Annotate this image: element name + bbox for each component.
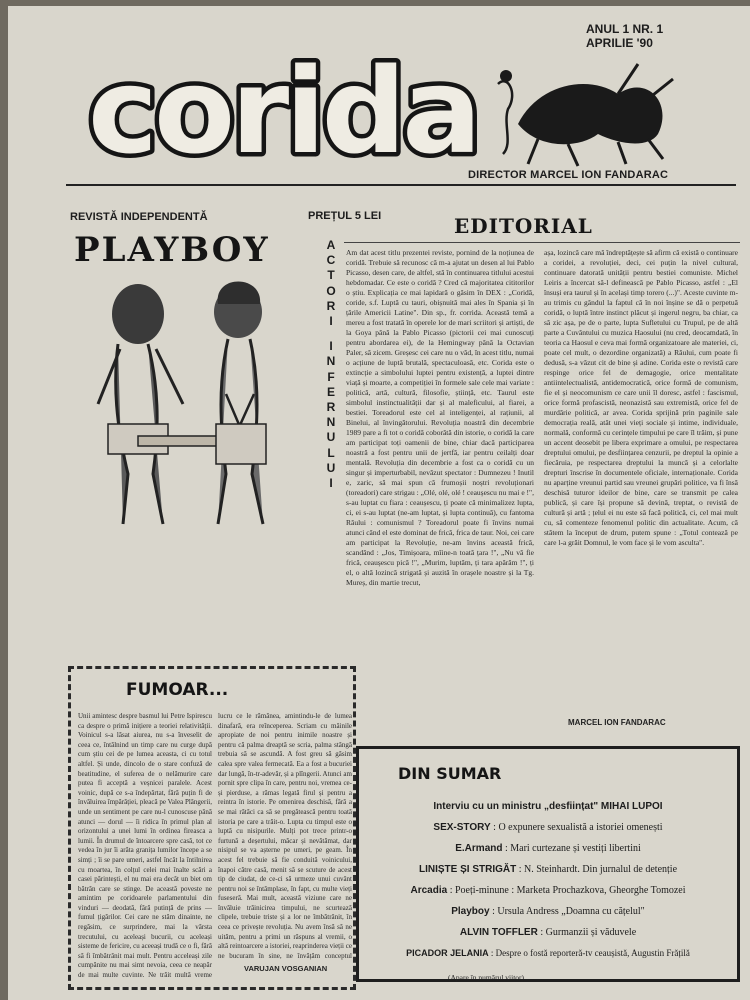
price-label: PREȚUL 5 LEI [308, 210, 382, 222]
caricature-illustration [68, 274, 318, 536]
sumar-item: LINIȘTE ȘI STRIGĂT : N. Steinhardt. Din jurnalul de detenție [418, 864, 678, 875]
actori-infernului-vertical: A C T O R I I N F E R N U L U I [326, 238, 336, 491]
sumar-item: Playboy : Ursula Andress „Doamna cu cățelul" [451, 906, 645, 917]
fumoar-title: FUMOAR... [126, 680, 229, 700]
masthead-logo [78, 34, 678, 174]
sumar-note: (Apare în numărul viitor) [448, 973, 525, 982]
sumar-item: PICADOR JELANIA : Despre o fostă reporteră-tv ceaușistă, Augustin Frățilă [406, 948, 690, 958]
editorial-column-1: Am dat acest titlu prezentei reviste, pornind de la noțiunea de coridă. Trebuie să recunosc că m-a ajutat un desen al lui Pablo Picasso, desen care, de altfel, stă în continuarea titlului acestui hebdomadar. Ce este o coridă ? Cred că majoritatea cititorilor o știu. Explicația ce mai lapidară o găsim în DEX : „Coridă, coride, s.f. Luptă cu tauri, obișnuită mai ales în Spania și în țările Americii Latine". Din sp., fr. corrida. Această temă a mereu a fost tratată în operele lor de mari scriitori și artiști, de la Goya până la Pablo Picasso (pictorii cei mai cunoscuți pentru abordarea ei), de la Hemingway până la Octavian Paler, să zicem. Greșesc cei care nu o văd, în acest titlu, numai o acțiune de luptă brutală, spectaculoasă, etc. Corida este o extincție a simbolului luptei pentru existență, a luptei dintre viață și moarte, a competiției în formele sale cele mai variate : politică, artă, cultură, filosofie, știință, etc. Taurul este simbolul instinctualității dar și al maleficului, al fiarei, a bestiei. Toreadorul este cel al inteligenței, al rațiunii, al Binelui, al învingătorului. Revoluția noastră din decembrie 1989 pare a fi tot o coridă coborâtă din istorie, o coridă la care am participat toți oamenii de bine, chiar dacă participarea noastră a fost pentru unii de jertfă, iar pentru ceilalți doar mentală. Revoluția din decembrie a fost ca o coridă cu un singur și imperturbabil, nevăzut spectator : Dumnezeu ! Inutil e, zaric, să mai spun că frumoșii noștri revoluționari (toreadori) care strigau : „Olé, olé, olé ! ceaușescu nu mai e !", s-au luptat cu fiara : ceaușescu, ți poate că minimalizez lupta, ci, ei s-au luptat (ne-am luptat, și lupta continuă), cu fantoma Răului : comunismul ? Toreadorul poate fi învins numai atunci când el este dominat de frică, frica de taur. Noi, cei care am participat la Revoluție, ne-am învins această frică, scandând : „Jos, Timișoara, mîine-n toată țara !", „Nu vă fie frică, ceaușescu pică !", „Murim, luptăm, ți tara apărăm !", ți el, o altă lozincă strigată și auzită în orașele noastre și la Tg. Mureș, din martie trecut, [346, 248, 534, 587]
fumoar-column-2: lucru ce le rămânea, amintindu-le de lumea dinafară, era reînceperea. Scriam cu mâinile apropiate de noi pentru inimile noastre și pentru că palma dreaptă se scria, palma stângă trebuia să se ascundă. A fost greu să găsim calea spre valea fermecată. Ea a fost a bucuriei dar lungă, în-tr-adevăr, și a plîngerii. Atunci am pornit spre clipa în care, pentru noi, vremea ce-și pierduse, a rămas legată firul și pentru a reintra în istorie. Pe omenirea deschisă, fără a se mai rătăci ca să se pregătească pentru toată istoria pe care a trăit-o. Lupta cu timpul este o luptă cu nisipurile. Mulți pot trece printr-o furtună a deșertului, măcar și nevătămat, dar nisipul se va așterne pe umeri, pe geam. În acest fel trebuie să fie conduită voinicului, înapoi către casă, menit să se scuture de acest tip de ciudat, de ce-ci să urmeze unui cuvânt pentru noi se întâmplase, în fapt, cu multe vieți fuseseră. Mai mult, această viziune care ne învăluie trăinicirea timpului, ne scurtează clipele, trebuie triste și a lor ne îmbătrânit, în ceea ce privește revoluția. Nu avem însă să ne uităm, pentru a primi un răspuns al vremii, o altă reintoarcere a istoriei, reaprinderea vieții ce ne bucuram în sine, ne învățăm conceptul [218, 712, 352, 960]
sumar-item: Interviu cu un ministru „desființat" MIHAI LUPOI [433, 801, 663, 812]
sumar-item: SEX-STORY : O expunere sexualistă a istoriei omenești [433, 822, 663, 833]
editorial-column-2: așa, lozincă care mă îndreptățește să afirm că există o continuare a coridei, a revoluției, deci, cei puțin la nivel cultural, continuare datorată unității pentru bestiei comuniste. Michel Leiris a încercat să-l definească pe Pablo Picasso, astfel : „El însuși era taurul și în același timp torero (...)". Aceste cuvinte m-au trimis cu gândul la faptul că în noi înșine se dă o perpetuă coridă, o luptă între instinct plăcut și ingerul negru, ba chiar, ca să zic așa, pe de o parte, lupta Sufletului cu Trupul, pe de altă parte a Cuvântului cu muzica Haosului (nu cred, deocamdată, în teoria ca Haosul e ceva mai formă organizatoare ale materiei, ci, poate cel mult, o dezordine organizată) a Răului, cum poate fi dedusă, s-a văzut cit de bine și adine. Corida este o revistă care respinge orice fel de demagogie, orice mentalitate antiintelectualistă, antidemocratică, orice formă de comunism, fie el și neocomunism ce care unii îl doresc, astfel : fascismul, orice formă profascistă, neonazistă sau extremistă, orice fel de murdărie politică, ar avea. Corida sprijină prin paginile sale democrația reală, atât unei vieți sociale și intime, individuale, normală, conformă cu cerințele timpului pe care îl trăim, și pune un accent deosebit pe libera exprimare a omului, pe respectarea dreptului omului, pe desființarea cenzurii, pe dreptul la opinie a fiecăruia, pe respectarea dreptului la muncă și a celorlalte drepturi înscrise în documentele oficiale, internaționale. Corida nu aparține vreunui partid sau vreunei grupări politice, va fi însă deschisă tuturor ideilor de bine, care se transmit pe calea publică, și care își propune să devină, treptat, o revistă de cultură și artă ; țelul ei nu este să facă politică, ci, cel mai mult cu, să comenteze fenomenul politic din actualitate. Acum, că stătem la început de drum, putem spune : „Totul contează pe care l-a grăit Domnul, le vom face și le vom asculta". [544, 248, 738, 547]
sumar-item: ALVIN TOFFLER : Gurmanzii și văduvele [459, 927, 637, 938]
right-figure [214, 282, 266, 525]
issue-number: ANUL 1 NR. 1 [586, 22, 664, 36]
header-rule [66, 184, 736, 186]
sumar-item: Arcadia : Poeți-minune : Marketa Prochazkova, Gheorghe Tomozei [410, 885, 686, 896]
bull-illustration [498, 64, 673, 166]
editorial-title: EDITORIAL [454, 214, 593, 238]
issue-date: APRILIE '90 [586, 36, 653, 50]
sumar-list [364, 796, 732, 964]
fumoar-author: VARUJAN VOSGANIAN [244, 964, 328, 973]
sumar-title: DIN SUMAR [398, 764, 502, 783]
director-line: DIRECTOR MARCEL ION FANDARAC [468, 169, 669, 181]
sumar-item: E.Armand : Mari curtezane și vestiți libertini [455, 843, 641, 854]
playboy-title: PLAYBOY [74, 230, 270, 270]
left-figure [98, 284, 183, 524]
fumoar-column-1: Unii amintesc despre basmul lui Petre Ispirescu ca despre o primă inițiere a teoriei relativității. Voinicul s-a lăsat aiurea, nu s-a înveselit de ceea ce, întâlnind un timp care nu curge după cum știu cei de pe lumea aceasta, ci cu totul altfel. Și unde, dincolo de o stare confuză de beatitudine, el suferea de o nelămurire care putea fi acceptă a veșnicei paralele. Acest voinic, după ce s-a îndepărtat, fără puțin fi de învăluirea împărăției, pleacă pe Valea Plângerii, unde un sentiment pe care nu-l cunoscuse până atunci — dorul — îi ridica în primul plan al orizontului a unei lumi în ordinea fireasca a lumii. În drumul de întoarcere spre casă, tot ce vedea în jur îi arăta granița lumilor începe a se simți ; îi se pare umeri, astfel încât la întilnirea cu moartea, în colțul celei mai înalte scări a casei părintești, el nu mai era decât un biet om bătrân care se stinge. De această poveste ne amintim pe coridoarele parlamentului din vinduri — deodată, fără putință de prins — fumul țigărilor. Cei care ne stăm dinainte, ne regăsim, ce surprindere, mai la vârsta trecutului, cu aceleași bucurii, cu aceleași sisteme de fericire, cu aceeași trudă ce o fi, fără să fi îmbătrânit mai mult. Pentru acceleași zile cumpănite nu mai simt nevoia, ceea ce neapăr de mai multe cuvinte. Ne trăit multă vreme [78, 712, 212, 980]
independent-label: REVISTĂ INDEPENDENTĂ [70, 211, 208, 223]
masthead-title: corida [88, 42, 478, 174]
editorial-signature: MARCEL ION FANDARAC [568, 718, 666, 727]
editorial-rule [344, 242, 740, 243]
newspaper-page [8, 6, 750, 1000]
